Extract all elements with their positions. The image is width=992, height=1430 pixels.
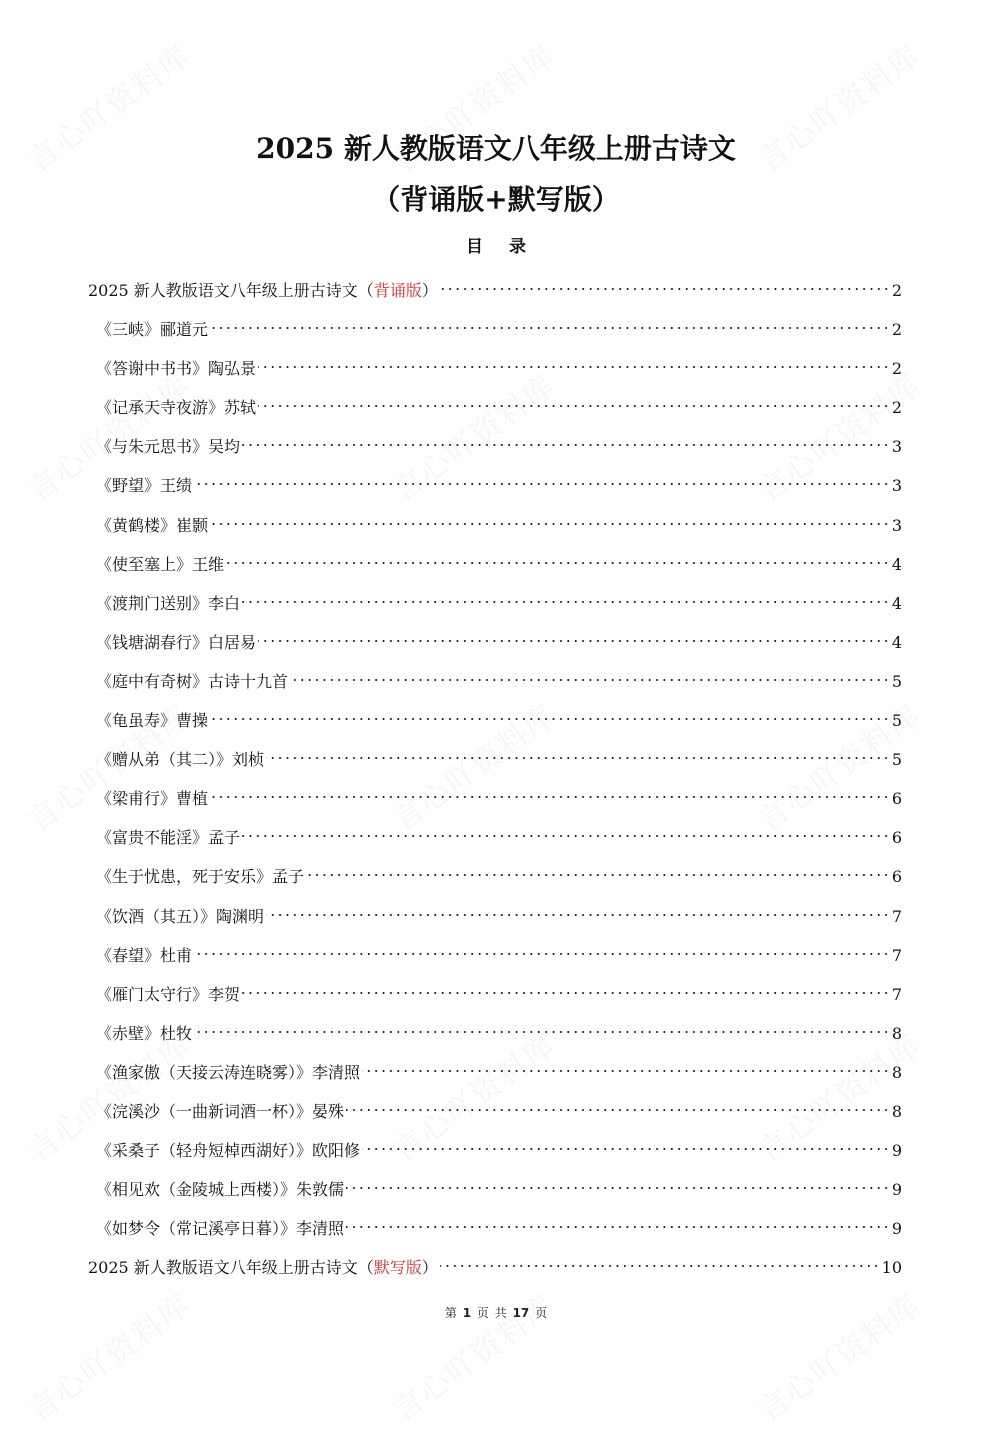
toc-page-number: 2: [891, 359, 902, 379]
toc-page-number: 5: [891, 750, 902, 770]
toc-leader-dots: [258, 348, 890, 374]
toc-entry[interactable]: [88, 1130, 902, 1169]
toc-page-number: 9: [891, 1141, 902, 1161]
page-footer: [0, 1304, 992, 1321]
total-page-count: 17: [512, 1306, 530, 1320]
toc-leader-dots: [194, 1013, 890, 1039]
toc-page-number: 7: [891, 984, 902, 1004]
toc-leader-dots: [210, 700, 890, 726]
toc-leader-dots: [362, 1130, 890, 1156]
toc-leader-dots: [242, 974, 890, 1000]
toc-page-number: 7: [891, 945, 902, 965]
toc-leader-dots: [242, 426, 890, 452]
toc-page-number: 2: [891, 398, 902, 418]
toc-page-number: 9: [891, 1180, 902, 1200]
toc-entry-title: 《如梦令（常记溪亭日暮）》李清照: [96, 1219, 345, 1239]
toc-entry-title: 《使至塞上》王维: [96, 554, 225, 574]
toc-entry[interactable]: [88, 974, 902, 1013]
toc-entry-title: 《采桑子（轻舟短棹西湖好）》欧阳修: [96, 1141, 361, 1161]
toc-leader-dots: [210, 505, 890, 531]
toc-entry-title: 《钱塘湖春行》白居易: [96, 632, 257, 652]
toc-entry[interactable]: [88, 348, 902, 387]
toc-leader-dots: [258, 387, 890, 413]
toc-entry-title: 《三峡》郦道元: [96, 320, 209, 340]
toc-leader-dots: [242, 817, 890, 843]
toc-leader-dots: [242, 583, 890, 609]
toc-entry-title: 《饮酒（其五）》陶渊明: [96, 906, 265, 926]
toc-entry[interactable]: [88, 817, 902, 856]
toc-entry[interactable]: [88, 426, 902, 465]
toc-entry[interactable]: [88, 700, 902, 739]
toc-leader-dots: [346, 1169, 890, 1195]
toc-page-number: 3: [891, 515, 902, 535]
toc-page-number: 7: [891, 906, 902, 926]
toc-entry[interactable]: [88, 465, 902, 504]
toc-leader-dots: [440, 1247, 880, 1273]
toc-page-number: 8: [891, 1101, 902, 1121]
toc-entry-title: 《记承天寺夜游》苏轼: [96, 398, 257, 418]
toc-section-highlight: 背诵版: [373, 281, 422, 300]
current-page-number: 1: [462, 1306, 472, 1320]
toc-entry-title: 《富贵不能淫》孟子: [96, 828, 241, 848]
toc-entry-title: 《生于忧患，死于安乐》孟子: [96, 867, 305, 887]
toc-entry-title: 《渔家傲（天接云涛连晓雾）》李清照: [96, 1062, 361, 1082]
toc-leader-dots: [194, 935, 890, 961]
toc-leader-dots: [210, 778, 890, 804]
toc-entry-title: 《庭中有奇树》古诗十九首: [96, 671, 289, 691]
toc-entry-title: 《答谢中书书》陶弘景: [96, 359, 257, 379]
toc-leader-dots: [226, 544, 890, 570]
toc-page-number: 6: [891, 789, 902, 809]
toc-section-label: 2025 新人教版语文八年级上册古诗文（背诵版）: [88, 281, 438, 300]
toc-page-number: 3: [891, 437, 902, 457]
toc-entry-title: 《雁门太守行》李贺: [96, 984, 241, 1004]
toc-entry-title: 《黄鹤楼》崔颢: [96, 515, 209, 535]
toc-leader-dots: [194, 465, 890, 491]
toc-heading: 目 录: [466, 237, 536, 257]
toc-page-number: 5: [891, 711, 902, 731]
toc-entry[interactable]: [88, 622, 902, 661]
toc-section-highlight: 默写版: [373, 1258, 422, 1278]
toc-page-number: 2: [891, 281, 902, 300]
toc-entry-title: 《相见欢（金陵城上西楼）》朱敦儒: [96, 1180, 345, 1200]
toc-page-number: 6: [891, 828, 902, 848]
footer-suffix: 页: [535, 1306, 548, 1320]
toc-leader-dots: [210, 309, 890, 335]
toc-page-number: 8: [891, 1023, 902, 1043]
toc-leader-dots: [266, 739, 890, 765]
toc-entry[interactable]: [88, 309, 902, 348]
toc-leader-dots: [290, 661, 890, 687]
toc-section-dictation[interactable]: [88, 1247, 902, 1286]
toc-section-label: 2025 新人教版语文八年级上册古诗文（默写版）: [88, 1258, 438, 1278]
table-of-contents: [88, 270, 902, 1286]
toc-entry[interactable]: [88, 896, 902, 935]
toc-entry-title: 《浣溪沙（一曲新词酒一杯）》晏殊: [96, 1101, 345, 1121]
toc-leader-dots: [306, 856, 890, 882]
toc-leader-dots: [258, 622, 890, 648]
toc-entry[interactable]: [88, 1208, 902, 1247]
toc-entry-title: 《赤壁》杜牧: [96, 1023, 193, 1043]
toc-entry-title: 《渡荆门送别》李白: [96, 593, 241, 613]
toc-entry[interactable]: [88, 739, 902, 778]
toc-entry-title: 《赠从弟（其二）》刘桢: [96, 750, 265, 770]
toc-page-number: 10: [881, 1258, 902, 1278]
toc-entry[interactable]: [88, 505, 902, 544]
toc-entry[interactable]: [88, 1052, 902, 1091]
toc-leader-dots: [346, 1091, 890, 1117]
toc-leader-dots: [346, 1208, 890, 1234]
toc-entry-title: 《春望》杜甫: [96, 945, 193, 965]
toc-page-number: 5: [891, 671, 902, 691]
document-title: 2025 新人教版语文八年级上册古诗文: [256, 132, 736, 165]
toc-leader-dots: [362, 1052, 890, 1078]
toc-entry[interactable]: [88, 778, 902, 817]
toc-entry[interactable]: [88, 583, 902, 622]
toc-entry[interactable]: [88, 935, 902, 974]
footer-prefix: 第: [444, 1306, 457, 1320]
toc-entry[interactable]: [88, 661, 902, 700]
toc-entry[interactable]: [88, 1169, 902, 1208]
toc-page-number: 4: [891, 554, 902, 574]
toc-page-number: 2: [891, 320, 902, 340]
toc-entry[interactable]: [88, 544, 902, 583]
toc-page-number: 4: [891, 593, 902, 613]
toc-entry-title: 《龟虽寿》曹操: [96, 711, 209, 731]
toc-entry[interactable]: [88, 856, 902, 895]
toc-page-number: 3: [891, 476, 902, 496]
toc-entry-title: 《梁甫行》曹植: [96, 789, 209, 809]
footer-middle: 页 共: [476, 1306, 507, 1320]
toc-page-number: 9: [891, 1219, 902, 1239]
toc-entry-title: 《野望》王绩: [96, 476, 193, 496]
document-subtitle: （背诵版+默写版）: [372, 183, 620, 216]
toc-leader-dots: [266, 896, 890, 922]
toc-entry[interactable]: [88, 1091, 902, 1130]
toc-section-recite[interactable]: [88, 270, 902, 309]
toc-entry-title: 《与朱元思书》吴均: [96, 437, 241, 457]
toc-leader-dots: [440, 270, 890, 296]
toc-page-number: 8: [891, 1062, 902, 1082]
toc-entry[interactable]: [88, 1013, 902, 1052]
toc-page-number: 4: [891, 632, 902, 652]
toc-entry[interactable]: [88, 387, 902, 426]
toc-page-number: 6: [891, 867, 902, 887]
